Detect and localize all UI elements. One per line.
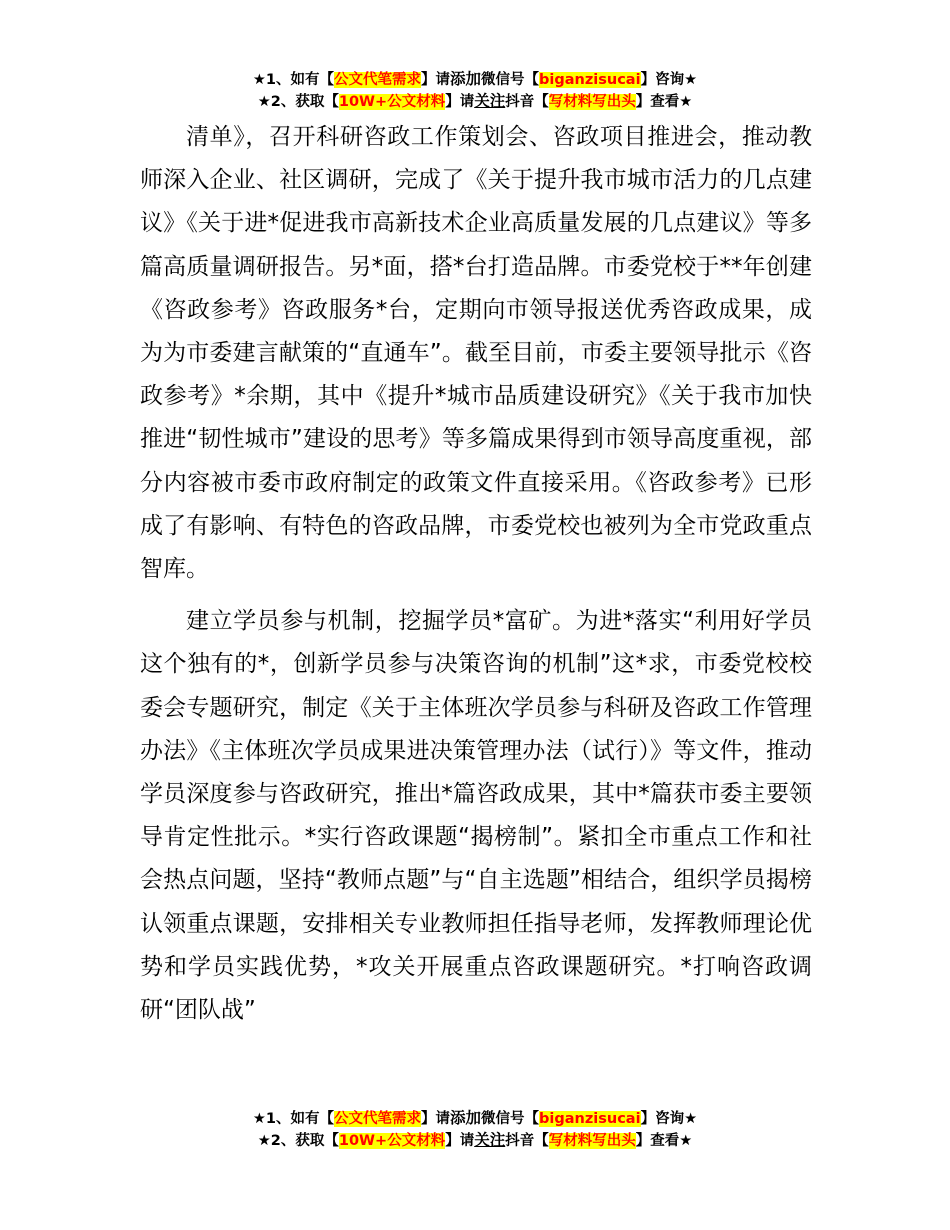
- footer-line-1-add: 添加: [450, 1109, 482, 1127]
- document-body: [140, 116, 812, 1032]
- banner-line-1-mid-b: 微信号【: [481, 72, 540, 88]
- footer-wechat-id-highlight: biganzisucai: [539, 1111, 641, 1127]
- banner-line-1-lead: ★1、如有【: [252, 72, 334, 88]
- wechat-id-highlight: biganzisucai: [539, 72, 641, 88]
- banner-line-2-lead: ★2、获取【: [257, 94, 339, 110]
- banner-line-2-follow: 关注: [474, 92, 506, 110]
- footer-douyin-account-highlight: 写材料写出头: [548, 1133, 636, 1149]
- footer-line-1-tail: 】咨询★: [640, 1111, 698, 1127]
- banner-line-2: [0, 90, 950, 112]
- footer-ghostwriting-need-highlight: 公文代笔需求: [334, 1111, 421, 1127]
- footer-line-1-lead: ★1、如有【: [252, 1111, 334, 1127]
- banner-line-2-mid-a: 】请: [445, 94, 475, 110]
- footer-line-1: [0, 1107, 950, 1129]
- banner-line-2-mid-b: 抖音【: [505, 94, 549, 110]
- banner-line-1-add: 添加: [450, 70, 482, 88]
- footer-line-2: [0, 1129, 950, 1151]
- paragraph-2: 建立学员参与机制，挖掘学员*富矿。为进*落实“利用好学员这个独有的*，创新学员参与决策咨询的机制”这*求，市委党校校委会专题研究，制定《关于主体班次学员参与科研及咨政工作管理办法》《主体班次学员成果进决策管理办法（试行）》等文件，推动学员深度参与咨政研究，推出*篇咨政成果，其中*篇获市委主要领导肯定性批示。*实行咨政课题“揭榜制”。紧扣全市重点工作和社会热点问题，坚持“教师点题”与“自主选题”相结合，组织学员揭榜认领重点课题，安排相关专业教师担任指导老师，发挥教师理论优势和学员实践优势，*攻关开展重点咨政课题研究。*打响咨政调研“团队战”: [140, 608, 812, 1024]
- footer-line-2-follow: 关注: [474, 1131, 506, 1149]
- materials-highlight: 10W+公文材料: [338, 94, 446, 110]
- douyin-account-highlight: 写材料写出头: [548, 94, 636, 110]
- banner-line-1-mid-a: 】请: [421, 72, 450, 88]
- header-banner: [0, 68, 950, 112]
- ghostwriting-need-highlight: 公文代笔需求: [334, 72, 421, 88]
- banner-line-1: [0, 68, 950, 90]
- footer-materials-highlight: 10W+公文材料: [338, 1133, 446, 1149]
- footer-line-2-mid-b: 抖音【: [505, 1133, 549, 1149]
- footer-line-2-tail: 】查看★: [635, 1133, 693, 1149]
- banner-line-2-tail: 】查看★: [635, 94, 693, 110]
- paragraph-1: 清单》，召开科研咨政工作策划会、咨政项目推进会，推动教师深入企业、社区调研，完成了《关于提升我市城市活力的几点建议》《关于进*促进我市高新技术企业高质量发展的几点建议》等多篇高质量调研报告。另*面，搭*台打造品牌。市委党校于**年创建《咨政参考》咨政服务*台，定期向市领导报送优秀咨政成果，成为为市委建言献策的“直通车”。截至目前，市委主要领导批示《咨政参考》*余期，其中《提升*城市品质建设研究》《关于我市加快推进“韧性城市”建设的思考》等多篇成果得到市领导高度重视，部分内容被市委市政府制定的政策文件直接采用。《咨政参考》已形成了有影响、有特色的咨政品牌，市委党校也被列为全市党政重点智库。: [140, 124, 812, 583]
- footer-line-2-lead: ★2、获取【: [257, 1133, 339, 1149]
- banner-line-1-tail: 】咨询★: [640, 72, 698, 88]
- footer-line-1-mid-a: 】请: [421, 1111, 450, 1127]
- footer-line-2-mid-a: 】请: [445, 1133, 475, 1149]
- footer-banner: [0, 1107, 950, 1151]
- footer-line-1-mid-b: 微信号【: [481, 1111, 540, 1127]
